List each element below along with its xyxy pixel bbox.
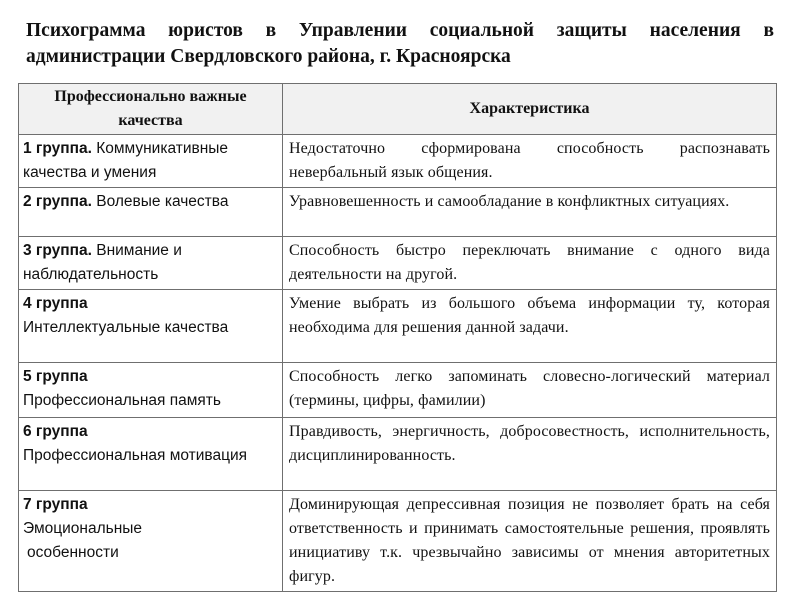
characteristic-cell: Уравновешенность и самообладание в конфликтных ситуациях. [283,188,777,237]
group-number: 4 группа [23,295,88,312]
characteristic-cell: Правдивость, энергичность, добросовестность, исполнительность, дисциплинированность. [283,418,777,491]
quality-name: Волевые качества [96,193,229,210]
group-number: 3 группа. [23,242,92,259]
quality-name: Профессиональная мотивация [23,447,248,464]
table-row [19,290,777,363]
group-number: 5 группа [23,368,88,385]
quality-name: Внимание и наблюдательность [23,242,182,283]
table-row [19,237,777,290]
quality-name: Эмоциональные [23,520,143,537]
characteristic-cell: Доминирующая депрессивная позиция не позволяет брать на себя ответственность и принимать самостоятельные решения, проявлять инициативу т.к. чрезвычайно зависимы от мнения авторитетных фигур. [283,491,777,592]
quality-cell [19,491,283,592]
table-row [19,135,777,188]
characteristic-cell: Умение выбрать из большого объема информации ту, которая необходима для решения данной задачи. [283,290,777,363]
quality-cell [19,290,283,363]
quality-cell [19,135,283,188]
quality-cell [19,237,283,290]
quality-name: Интеллектуальные качества [23,319,229,336]
page-title: Психограмма юристов в Управлении социальной защиты населения в администрации Свердловского района, г. Красноярска [26,20,774,67]
quality-name: особенности [27,544,119,561]
quality-cell [19,188,283,237]
header-qualities: Профессионально важные качества [19,84,283,135]
quality-cell [19,363,283,418]
psychogram-table [18,83,777,592]
table-row [19,363,777,418]
group-number: 7 группа [23,496,88,513]
quality-name: Профессиональная память [23,392,221,409]
header-characteristic: Характеристика [283,84,777,135]
group-number: 6 группа [23,423,88,440]
group-number: 2 группа. [23,193,92,210]
characteristic-cell: Недостаточно сформирована способность распознавать невербальный язык общения. [283,135,777,188]
quality-cell [19,418,283,491]
quality-name: Коммуникативные качества и умения [23,140,229,181]
table-row [19,491,777,592]
group-number: 1 группа. [23,140,92,157]
characteristic-cell: Способность легко запоминать словесно-логический материал (термины, цифры, фамилии) [283,363,777,418]
table-row [19,188,777,237]
characteristic-cell: Способность быстро переключать внимание с одного вида деятельности на другой. [283,237,777,290]
table-row [19,418,777,491]
table-header-row [19,84,777,135]
